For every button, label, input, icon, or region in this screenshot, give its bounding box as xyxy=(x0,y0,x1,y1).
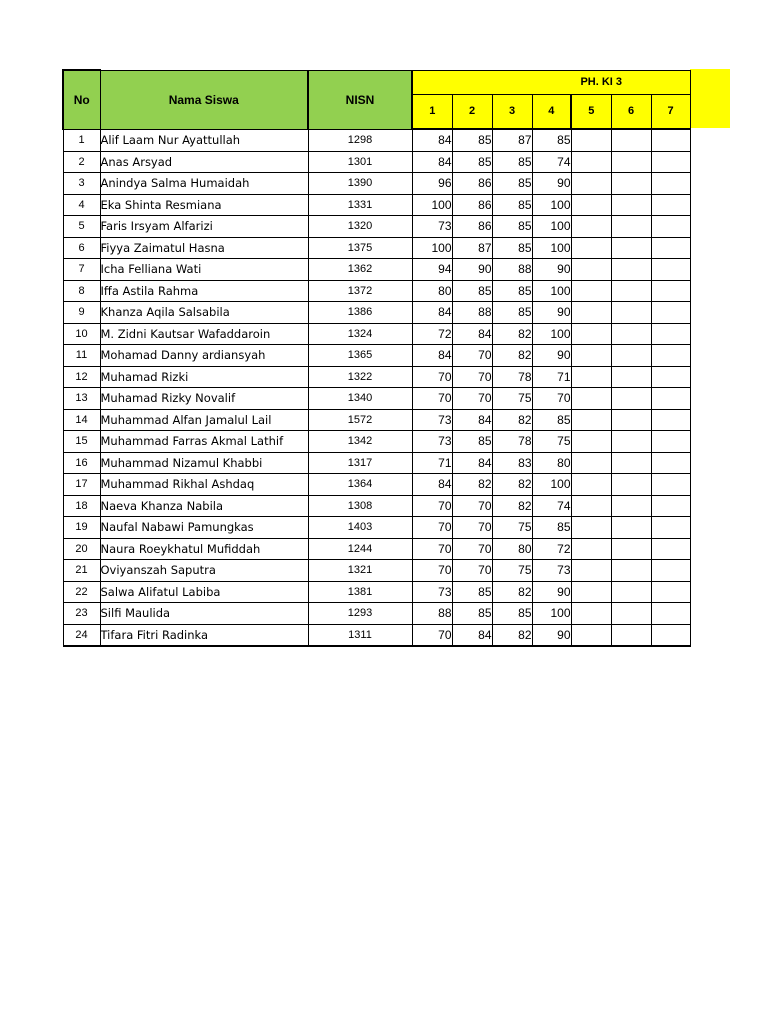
score-cell-6[interactable] xyxy=(611,345,651,367)
table-row xyxy=(63,302,690,324)
score-cell-4[interactable]: 73 xyxy=(532,560,571,582)
score-cell-1[interactable]: 71 xyxy=(412,452,452,474)
score-cell-3[interactable]: 83 xyxy=(492,452,532,474)
score-cell-4[interactable]: 85 xyxy=(532,409,571,431)
header-col-7: 7 xyxy=(651,94,690,129)
table-row xyxy=(63,259,690,281)
score-cell-4[interactable]: 72 xyxy=(532,538,571,560)
row-number-cell[interactable]: 24 xyxy=(63,624,100,646)
score-cell-4[interactable]: 100 xyxy=(532,194,571,216)
score-cell-5[interactable] xyxy=(571,173,611,195)
score-cell-2[interactable]: 70 xyxy=(452,366,492,388)
score-cell-6[interactable] xyxy=(611,302,651,324)
student-name-cell[interactable]: Faris Irsyam Alfarizi xyxy=(100,216,308,238)
row-number-cell[interactable]: 10 xyxy=(63,323,100,345)
row-number-cell[interactable]: 4 xyxy=(63,194,100,216)
student-name-cell[interactable]: Tifara Fitri Radinka xyxy=(100,624,308,646)
nisn-cell[interactable]: 1362 xyxy=(308,259,412,281)
row-number-cell[interactable]: 8 xyxy=(63,280,100,302)
header-nisn: NISN xyxy=(308,70,412,129)
score-cell-3[interactable]: 85 xyxy=(492,302,532,324)
score-cell-6[interactable] xyxy=(611,237,651,259)
nisn-cell[interactable]: 1298 xyxy=(308,129,412,151)
score-cell-7[interactable] xyxy=(651,216,690,238)
score-cell-6[interactable] xyxy=(611,151,651,173)
score-cell-7[interactable] xyxy=(651,302,690,324)
score-cell-3[interactable]: 82 xyxy=(492,474,532,496)
score-cell-2[interactable]: 70 xyxy=(452,560,492,582)
table-row xyxy=(63,216,690,238)
score-cell-7[interactable] xyxy=(651,194,690,216)
score-cell-4[interactable]: 80 xyxy=(532,452,571,474)
grade-table xyxy=(62,69,691,647)
student-name-cell[interactable]: Iffa Astila Rahma xyxy=(100,280,308,302)
row-number-cell[interactable]: 21 xyxy=(63,560,100,582)
table-row xyxy=(63,495,690,517)
score-cell-6[interactable] xyxy=(611,431,651,453)
score-cell-3[interactable]: 75 xyxy=(492,560,532,582)
score-cell-1[interactable]: 70 xyxy=(412,560,452,582)
score-cell-4[interactable]: 85 xyxy=(532,517,571,539)
score-cell-5[interactable] xyxy=(571,603,611,625)
score-cell-6[interactable] xyxy=(611,173,651,195)
table-row xyxy=(63,452,690,474)
header-group-ph-ki3 xyxy=(412,70,690,94)
student-name-cell[interactable]: Muhamad Rizki xyxy=(100,366,308,388)
score-cell-4[interactable]: 90 xyxy=(532,259,571,281)
score-cell-4[interactable]: 90 xyxy=(532,581,571,603)
header-col-4: 4 xyxy=(532,94,571,129)
row-number-cell[interactable]: 14 xyxy=(63,409,100,431)
row-number-cell[interactable]: 13 xyxy=(63,388,100,410)
score-cell-7[interactable] xyxy=(651,474,690,496)
score-cell-5[interactable] xyxy=(571,452,611,474)
row-number-cell[interactable]: 12 xyxy=(63,366,100,388)
score-cell-1[interactable]: 84 xyxy=(412,302,452,324)
score-cell-6[interactable] xyxy=(611,388,651,410)
score-cell-5[interactable] xyxy=(571,216,611,238)
table-row xyxy=(63,560,690,582)
student-name-cell[interactable]: Muhammad Alfan Jamalul Lail xyxy=(100,409,308,431)
row-number-cell[interactable]: 5 xyxy=(63,216,100,238)
nisn-cell[interactable]: 1572 xyxy=(308,409,412,431)
nisn-cell[interactable]: 1320 xyxy=(308,216,412,238)
student-name-cell[interactable]: Icha Felliana Wati xyxy=(100,259,308,281)
student-name-cell[interactable]: Naeva Khanza Nabila xyxy=(100,495,308,517)
score-cell-4[interactable]: 100 xyxy=(532,603,571,625)
score-cell-2[interactable]: 86 xyxy=(452,216,492,238)
score-cell-3[interactable]: 85 xyxy=(492,151,532,173)
score-cell-2[interactable]: 84 xyxy=(452,452,492,474)
score-cell-6[interactable] xyxy=(611,560,651,582)
score-cell-5[interactable] xyxy=(571,151,611,173)
score-cell-2[interactable]: 85 xyxy=(452,431,492,453)
score-cell-2[interactable]: 82 xyxy=(452,474,492,496)
student-name-cell[interactable]: Muhammad Farras Akmal Lathif xyxy=(100,431,308,453)
header-group-label: PH. KI 3 xyxy=(580,76,623,88)
score-cell-2[interactable]: 84 xyxy=(452,624,492,646)
score-cell-1[interactable]: 94 xyxy=(412,259,452,281)
student-name-cell[interactable]: Salwa Alifatul Labiba xyxy=(100,581,308,603)
score-cell-6[interactable] xyxy=(611,323,651,345)
grade-sheet xyxy=(62,69,691,647)
score-cell-7[interactable] xyxy=(651,129,690,151)
score-cell-2[interactable]: 85 xyxy=(452,581,492,603)
score-cell-5[interactable] xyxy=(571,129,611,151)
score-cell-5[interactable] xyxy=(571,517,611,539)
nisn-cell[interactable]: 1381 xyxy=(308,581,412,603)
score-cell-1[interactable]: 73 xyxy=(412,581,452,603)
student-name-cell[interactable]: Fiyya Zaimatul Hasna xyxy=(100,237,308,259)
student-name-cell[interactable]: Silfi Maulida xyxy=(100,603,308,625)
score-cell-7[interactable] xyxy=(651,495,690,517)
student-name-cell[interactable]: Muhamad Rizky Novalif xyxy=(100,388,308,410)
score-cell-4[interactable]: 90 xyxy=(532,624,571,646)
score-cell-7[interactable] xyxy=(651,151,690,173)
score-cell-2[interactable]: 84 xyxy=(452,409,492,431)
score-cell-7[interactable] xyxy=(651,323,690,345)
header-col-3: 3 xyxy=(492,94,532,129)
score-cell-3[interactable]: 87 xyxy=(492,129,532,151)
score-cell-7[interactable] xyxy=(651,431,690,453)
row-number-cell[interactable]: 17 xyxy=(63,474,100,496)
score-cell-5[interactable] xyxy=(571,431,611,453)
score-cell-6[interactable] xyxy=(611,129,651,151)
score-cell-3[interactable]: 80 xyxy=(492,538,532,560)
table-row xyxy=(63,409,690,431)
score-cell-1[interactable]: 84 xyxy=(412,345,452,367)
score-cell-7[interactable] xyxy=(651,259,690,281)
score-cell-5[interactable] xyxy=(571,560,611,582)
table-row xyxy=(63,366,690,388)
table-row xyxy=(63,129,690,151)
score-cell-7[interactable] xyxy=(651,538,690,560)
row-number-cell[interactable]: 15 xyxy=(63,431,100,453)
row-number-cell[interactable]: 3 xyxy=(63,173,100,195)
nisn-cell[interactable]: 1375 xyxy=(308,237,412,259)
score-cell-1[interactable]: 70 xyxy=(412,366,452,388)
table-row xyxy=(63,173,690,195)
score-cell-3[interactable]: 82 xyxy=(492,345,532,367)
score-cell-7[interactable] xyxy=(651,409,690,431)
nisn-cell[interactable]: 1372 xyxy=(308,280,412,302)
student-name-cell[interactable]: Oviyanszah Saputra xyxy=(100,560,308,582)
score-cell-7[interactable] xyxy=(651,581,690,603)
nisn-cell[interactable]: 1308 xyxy=(308,495,412,517)
score-cell-2[interactable]: 84 xyxy=(452,323,492,345)
score-cell-6[interactable] xyxy=(611,452,651,474)
table-row xyxy=(63,431,690,453)
student-name-cell[interactable]: Naura Roeykhatul Mufiddah xyxy=(100,538,308,560)
score-cell-5[interactable] xyxy=(571,366,611,388)
score-cell-3[interactable]: 82 xyxy=(492,409,532,431)
score-cell-4[interactable]: 90 xyxy=(532,173,571,195)
score-cell-4[interactable]: 85 xyxy=(532,129,571,151)
row-number-cell[interactable]: 22 xyxy=(63,581,100,603)
row-number-cell[interactable]: 1 xyxy=(63,129,100,151)
score-cell-1[interactable]: 100 xyxy=(412,237,452,259)
student-name-cell[interactable]: Eka Shinta Resmiana xyxy=(100,194,308,216)
header-col-5: 5 xyxy=(571,94,611,129)
score-cell-7[interactable] xyxy=(651,560,690,582)
student-name-cell[interactable]: Anindya Salma Humaidah xyxy=(100,173,308,195)
score-cell-2[interactable]: 85 xyxy=(452,280,492,302)
table-row xyxy=(63,581,690,603)
score-cell-3[interactable]: 85 xyxy=(492,603,532,625)
student-name-cell[interactable]: M. Zidni Kautsar Wafaddaroin xyxy=(100,323,308,345)
nisn-cell[interactable]: 1331 xyxy=(308,194,412,216)
nisn-cell[interactable]: 1403 xyxy=(308,517,412,539)
table-row xyxy=(63,388,690,410)
header-yellow-fill-extension xyxy=(690,69,730,128)
score-cell-3[interactable]: 82 xyxy=(492,581,532,603)
score-cell-7[interactable] xyxy=(651,388,690,410)
score-cell-7[interactable] xyxy=(651,280,690,302)
score-cell-3[interactable]: 78 xyxy=(492,431,532,453)
score-cell-1[interactable]: 70 xyxy=(412,624,452,646)
score-cell-7[interactable] xyxy=(651,452,690,474)
nisn-cell[interactable]: 1311 xyxy=(308,624,412,646)
score-cell-2[interactable]: 86 xyxy=(452,194,492,216)
score-cell-5[interactable] xyxy=(571,474,611,496)
table-row xyxy=(63,323,690,345)
student-name-cell[interactable]: Naufal Nabawi Pamungkas xyxy=(100,517,308,539)
row-number-cell[interactable]: 9 xyxy=(63,302,100,324)
table-row xyxy=(63,151,690,173)
score-cell-3[interactable]: 82 xyxy=(492,495,532,517)
score-cell-6[interactable] xyxy=(611,624,651,646)
score-cell-5[interactable] xyxy=(571,581,611,603)
score-cell-7[interactable] xyxy=(651,517,690,539)
score-cell-3[interactable]: 78 xyxy=(492,366,532,388)
student-name-cell[interactable]: Muhammad Rikhal Ashdaq xyxy=(100,474,308,496)
score-cell-2[interactable]: 86 xyxy=(452,173,492,195)
score-cell-2[interactable]: 85 xyxy=(452,151,492,173)
score-cell-7[interactable] xyxy=(651,345,690,367)
score-cell-5[interactable] xyxy=(571,409,611,431)
student-name-cell[interactable]: Anas Arsyad xyxy=(100,151,308,173)
score-cell-4[interactable]: 100 xyxy=(532,474,571,496)
score-cell-1[interactable]: 84 xyxy=(412,474,452,496)
row-number-cell[interactable]: 18 xyxy=(63,495,100,517)
score-cell-3[interactable]: 75 xyxy=(492,388,532,410)
score-cell-2[interactable]: 70 xyxy=(452,495,492,517)
score-cell-3[interactable]: 85 xyxy=(492,237,532,259)
score-cell-6[interactable] xyxy=(611,581,651,603)
score-cell-3[interactable]: 75 xyxy=(492,517,532,539)
score-cell-1[interactable]: 100 xyxy=(412,194,452,216)
score-cell-6[interactable] xyxy=(611,495,651,517)
score-cell-1[interactable]: 84 xyxy=(412,151,452,173)
score-cell-2[interactable]: 85 xyxy=(452,603,492,625)
student-name-cell[interactable]: Muhammad Nizamul Khabbi xyxy=(100,452,308,474)
score-cell-5[interactable] xyxy=(571,345,611,367)
nisn-cell[interactable]: 1365 xyxy=(308,345,412,367)
score-cell-2[interactable]: 85 xyxy=(452,129,492,151)
student-name-cell[interactable]: Khanza Aqila Salsabila xyxy=(100,302,308,324)
student-name-cell[interactable]: Mohamad Danny ardiansyah xyxy=(100,345,308,367)
score-cell-3[interactable]: 85 xyxy=(492,280,532,302)
table-row xyxy=(63,517,690,539)
student-name-cell[interactable]: Alif Laam Nur Ayattullah xyxy=(100,129,308,151)
score-cell-4[interactable]: 74 xyxy=(532,495,571,517)
score-cell-3[interactable]: 88 xyxy=(492,259,532,281)
score-cell-7[interactable] xyxy=(651,237,690,259)
score-cell-3[interactable]: 85 xyxy=(492,194,532,216)
table-row xyxy=(63,237,690,259)
score-cell-1[interactable]: 70 xyxy=(412,538,452,560)
score-cell-6[interactable] xyxy=(611,603,651,625)
nisn-cell[interactable]: 1293 xyxy=(308,603,412,625)
score-cell-2[interactable]: 88 xyxy=(452,302,492,324)
score-cell-1[interactable]: 73 xyxy=(412,431,452,453)
row-number-cell[interactable]: 16 xyxy=(63,452,100,474)
score-cell-4[interactable]: 100 xyxy=(532,216,571,238)
score-cell-3[interactable]: 85 xyxy=(492,216,532,238)
score-cell-5[interactable] xyxy=(571,495,611,517)
score-cell-4[interactable]: 70 xyxy=(532,388,571,410)
table-row xyxy=(63,624,690,646)
score-cell-4[interactable]: 74 xyxy=(532,151,571,173)
nisn-cell[interactable]: 1244 xyxy=(308,538,412,560)
nisn-cell[interactable]: 1386 xyxy=(308,302,412,324)
score-cell-1[interactable]: 72 xyxy=(412,323,452,345)
score-cell-2[interactable]: 87 xyxy=(452,237,492,259)
table-row xyxy=(63,603,690,625)
score-cell-5[interactable] xyxy=(571,624,611,646)
score-cell-1[interactable]: 70 xyxy=(412,388,452,410)
score-cell-2[interactable]: 70 xyxy=(452,538,492,560)
row-number-cell[interactable]: 7 xyxy=(63,259,100,281)
score-cell-1[interactable]: 88 xyxy=(412,603,452,625)
score-cell-1[interactable]: 70 xyxy=(412,517,452,539)
score-cell-6[interactable] xyxy=(611,259,651,281)
score-cell-5[interactable] xyxy=(571,280,611,302)
score-cell-5[interactable] xyxy=(571,194,611,216)
row-number-cell[interactable]: 20 xyxy=(63,538,100,560)
score-cell-4[interactable]: 100 xyxy=(532,237,571,259)
score-cell-7[interactable] xyxy=(651,624,690,646)
table-row xyxy=(63,474,690,496)
score-cell-4[interactable]: 90 xyxy=(532,302,571,324)
score-cell-4[interactable]: 90 xyxy=(532,345,571,367)
row-number-cell[interactable]: 23 xyxy=(63,603,100,625)
nisn-cell[interactable]: 1321 xyxy=(308,560,412,582)
score-cell-3[interactable]: 82 xyxy=(492,323,532,345)
score-cell-1[interactable]: 73 xyxy=(412,216,452,238)
nisn-cell[interactable]: 1322 xyxy=(308,366,412,388)
score-cell-5[interactable] xyxy=(571,323,611,345)
score-cell-7[interactable] xyxy=(651,603,690,625)
header-col-2: 2 xyxy=(452,94,492,129)
score-cell-5[interactable] xyxy=(571,237,611,259)
score-cell-1[interactable]: 96 xyxy=(412,173,452,195)
score-cell-5[interactable] xyxy=(571,259,611,281)
score-cell-1[interactable]: 73 xyxy=(412,409,452,431)
score-cell-6[interactable] xyxy=(611,280,651,302)
nisn-cell[interactable]: 1301 xyxy=(308,151,412,173)
score-cell-7[interactable] xyxy=(651,366,690,388)
score-cell-4[interactable]: 100 xyxy=(532,323,571,345)
nisn-cell[interactable]: 1390 xyxy=(308,173,412,195)
score-cell-4[interactable]: 100 xyxy=(532,280,571,302)
header-no: No xyxy=(63,70,100,129)
nisn-cell[interactable]: 1364 xyxy=(308,474,412,496)
score-cell-5[interactable] xyxy=(571,388,611,410)
score-cell-1[interactable]: 70 xyxy=(412,495,452,517)
score-cell-2[interactable]: 90 xyxy=(452,259,492,281)
nisn-cell[interactable]: 1340 xyxy=(308,388,412,410)
header-col-1: 1 xyxy=(412,94,452,129)
score-cell-6[interactable] xyxy=(611,517,651,539)
score-cell-6[interactable] xyxy=(611,474,651,496)
score-cell-2[interactable]: 70 xyxy=(452,388,492,410)
score-cell-3[interactable]: 82 xyxy=(492,624,532,646)
nisn-cell[interactable]: 1342 xyxy=(308,431,412,453)
score-cell-1[interactable]: 84 xyxy=(412,129,452,151)
row-number-cell[interactable]: 19 xyxy=(63,517,100,539)
score-cell-4[interactable]: 75 xyxy=(532,431,571,453)
row-number-cell[interactable]: 6 xyxy=(63,237,100,259)
score-cell-2[interactable]: 70 xyxy=(452,345,492,367)
score-cell-6[interactable] xyxy=(611,409,651,431)
score-cell-4[interactable]: 71 xyxy=(532,366,571,388)
table-row xyxy=(63,345,690,367)
score-cell-5[interactable] xyxy=(571,538,611,560)
score-cell-1[interactable]: 80 xyxy=(412,280,452,302)
score-cell-5[interactable] xyxy=(571,302,611,324)
score-cell-6[interactable] xyxy=(611,366,651,388)
table-row xyxy=(63,194,690,216)
score-cell-6[interactable] xyxy=(611,216,651,238)
nisn-cell[interactable]: 1324 xyxy=(308,323,412,345)
score-cell-6[interactable] xyxy=(611,538,651,560)
score-cell-7[interactable] xyxy=(651,173,690,195)
row-number-cell[interactable]: 2 xyxy=(63,151,100,173)
row-number-cell[interactable]: 11 xyxy=(63,345,100,367)
score-cell-6[interactable] xyxy=(611,194,651,216)
table-row xyxy=(63,538,690,560)
nisn-cell[interactable]: 1317 xyxy=(308,452,412,474)
score-cell-2[interactable]: 70 xyxy=(452,517,492,539)
score-cell-3[interactable]: 85 xyxy=(492,173,532,195)
table-row xyxy=(63,280,690,302)
header-name: Nama Siswa xyxy=(100,70,308,129)
header-col-6: 6 xyxy=(611,94,651,129)
